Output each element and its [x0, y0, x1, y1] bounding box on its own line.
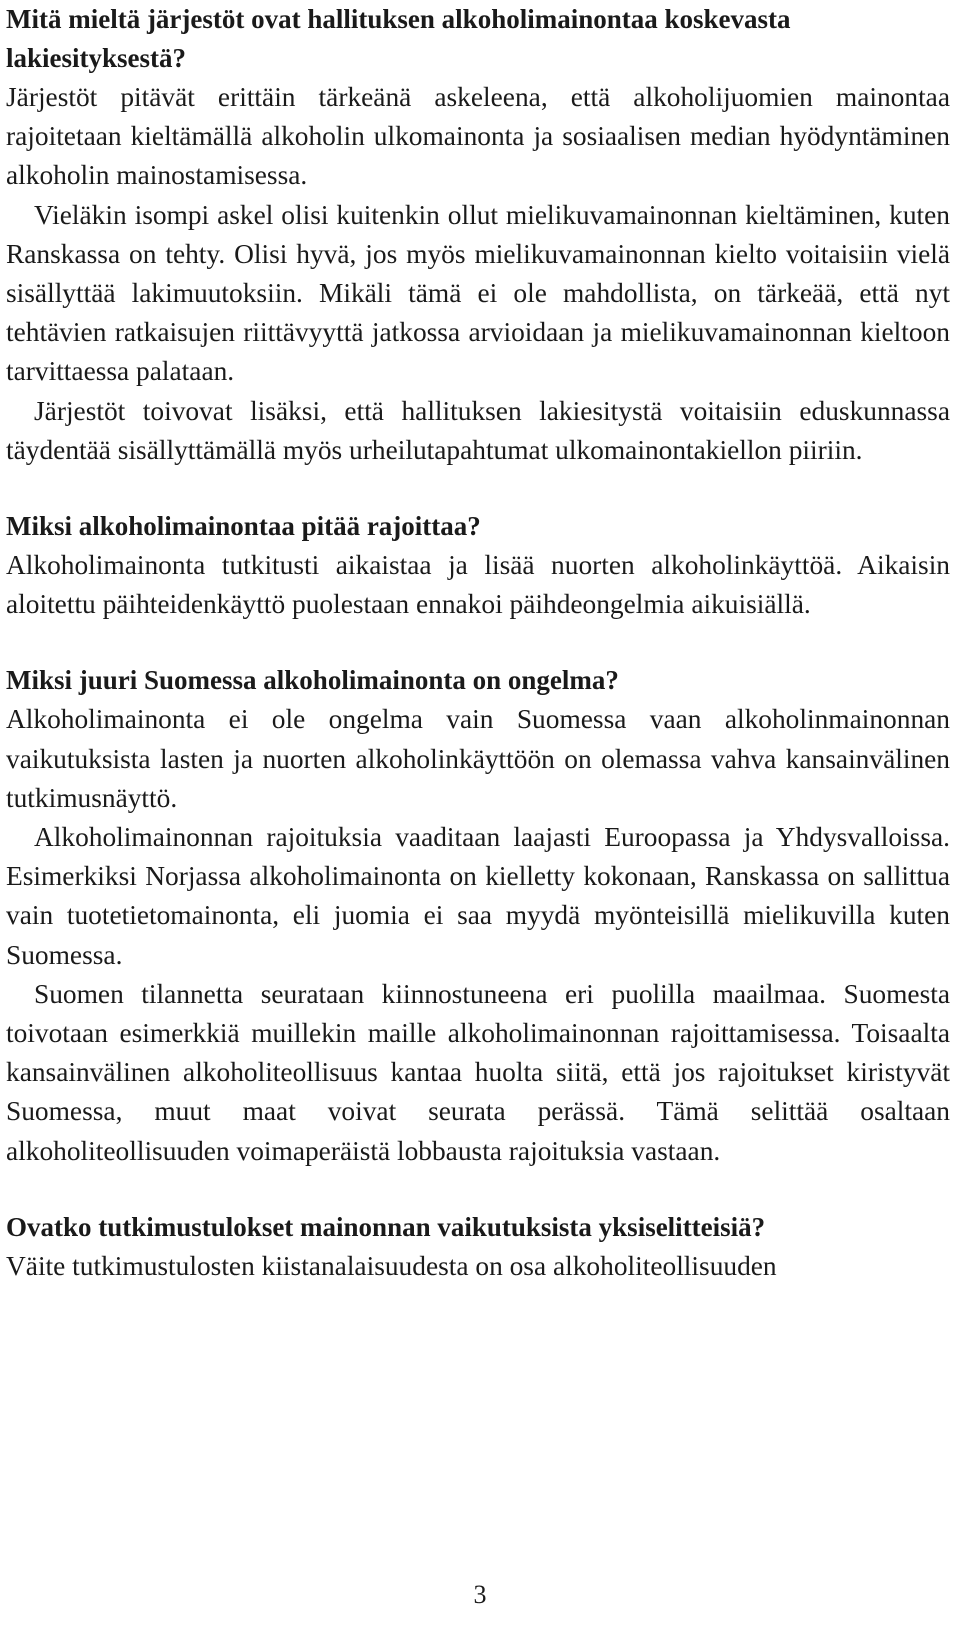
section-heading: Miksi juuri Suomessa alkoholimainonta on ongelma? — [6, 665, 619, 696]
paragraph: Alkoholimainonta tutkitusti aikaistaa ja lisää nuorten alkoholinkäyttöä. Aikaisin aloitettu päihteidenkäyttö puolestaan ennakoi päihdeongelmia aikuisiällä. — [6, 550, 950, 620]
paragraph: Väite tutkimustulosten kiistanalaisuudesta on osa alkoholiteollisuuden — [6, 1250, 777, 1281]
section-tutkimustulokset — [6, 1208, 950, 1286]
paragraph: Vieläkin isompi askel olisi kuitenkin ollut mielikuvamainonnan kieltäminen, kuten Ranskassa on tehty. Olisi hyvä, jos myös mielikuvamainonnan kielto voitaisiin vielä sisällyttää lakimuutoksiin. Mikäli tämä ei ole mahdollista, on tärkeää, että nyt tehtävien ratkaisujen riittävyyttä jatkossa arvioidaan ja mielikuvamainonnan kieltoon tarvittaessa palataan. — [6, 199, 950, 387]
section-heading: Miksi alkoholimainontaa pitää rajoittaa? — [6, 511, 481, 542]
section-lakiesitys — [6, 0, 950, 470]
section-heading: Ovatko tutkimustulokset mainonnan vaikutuksista yksiselitteisiä? — [6, 1211, 766, 1242]
page-number: 3 — [473, 1580, 487, 1609]
paragraph: Järjestöt pitävät erittäin tärkeänä askeleena, että alkoholijuomien mainontaa rajoitetaan kieltämällä alkoholin ulkomainonta ja sosiaalisen median hyödyntäminen alkoholin mainostamisessa. — [6, 82, 950, 191]
section-miksi-suomessa — [6, 661, 950, 1170]
paragraph: Alkoholimainonta ei ole ongelma vain Suomessa vaan alkoholinmainonnan vaikutuksista lasten ja nuorten alkoholinkäyttöön on olemassa vahva kansainvälinen tutkimusnäyttö. — [6, 704, 950, 813]
paragraph: Järjestöt toivovat lisäksi, että hallituksen lakiesitystä voitaisiin eduskunnassa täydentää sisällyttämällä myös urheilutapahtumat ulkomainontakiellon piiriin. — [6, 395, 950, 465]
document-page — [6, 0, 950, 1323]
paragraph: Alkoholimainonnan rajoituksia vaaditaan laajasti Euroopassa ja Yhdysvalloissa. Esimerkiksi Norjassa alkoholimainonta on kielletty kokonaan, Ranskassa on sallittua vain tuotetietomainonta, eli juomia ei saa myydä myönteisillä mielikuvilla kuten Suomessa. — [6, 822, 950, 970]
section-miksi-rajoittaa — [6, 507, 950, 624]
paragraph: Suomen tilannetta seurataan kiinnostuneena eri puolilla maailmaa. Suomesta toivotaan esimerkkiä muillekin maille alkoholimainonnan rajoittamisessa. Toisaalta kansainvälinen alkoholiteollisuus kantaa huolta siitä, että jos rajoitukset kiristyvät Suomessa, muut maat voivat seurata perässä. Tämä selittää osaltaan alkoholiteollisuuden voimaperäistä lobbausta rajoituksia vastaan. — [6, 978, 950, 1166]
section-heading: Mitä mieltä järjestöt ovat hallituksen alkoholimainontaa koskevasta lakiesityksestä? — [6, 4, 791, 73]
